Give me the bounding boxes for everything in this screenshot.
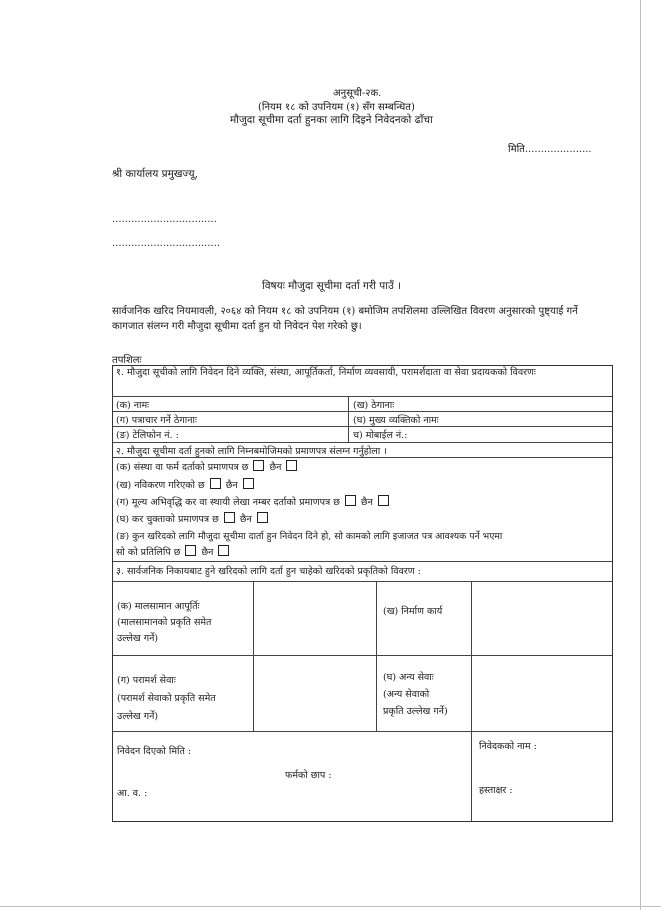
no-checkbox[interactable] [378,495,389,506]
no-checkbox[interactable] [243,478,254,489]
yes-checkbox[interactable] [345,495,356,506]
address-line-2: .................................. [112,238,221,249]
section2-heading: २. मौजुदा सूचीमा दर्ता हुनको लागि निम्नबमोजिमको प्रमाणपत्र संलग्न गर्नुहोला । [116,446,387,457]
certificate-item-label: (ख) नविकरण गरिएको छ [116,480,205,491]
no-label: छैन [360,497,373,508]
salutation: श्री कार्यालय प्रमुखज्यू, [112,168,198,180]
no-checkbox[interactable] [286,460,297,471]
consulting-label-line: (परामर्श सेवाको प्रकृति समेत [117,693,216,704]
goods-label-line: उल्लेख गर्ने) [117,633,159,644]
postal-address-field[interactable]: (ग) पत्राचार गर्ने ठेगानाः [116,415,197,426]
no-label: छैन [225,480,238,491]
no-label: छैन [201,547,214,558]
no-checkbox[interactable] [218,545,229,556]
divider [113,655,612,656]
yes-checkbox[interactable] [210,478,221,489]
goods-supply-label [117,599,211,647]
certificate-item [116,495,391,508]
details-form-table [112,365,613,822]
divider [471,581,472,821]
divider [113,396,612,397]
applicant-name-field[interactable]: निवेदकको नाम : [479,741,537,752]
license-item-label: सो को प्रतिलिपि छ [116,547,181,558]
form-title: मौजुदा सूचीमा दर्ता हुनका लागि दिइने निवेदनको ढाँचा [230,114,433,126]
section3-heading: ३. सार्वजनिक निकायबाट हुने खरिदको लागि दर्ता हुन चाहेको खरिदको प्रकृतिको विवरण : [116,566,421,577]
certificate-item [116,512,270,525]
divider [348,396,349,442]
mobile-field[interactable]: च) मोबाईल नं.: [353,430,408,441]
other-label-line: (घ) अन्य सेवाः [383,672,434,683]
certificate-item [116,460,299,473]
other-services-label [383,669,448,720]
yes-checkbox[interactable] [253,460,264,471]
consulting-label-line: उल्लेख गर्ने) [117,711,159,722]
section1-heading: १. मौजुदा सूचीको लागि निवेदन दिने व्यक्ति, संस्था, आपूर्तिकर्ता, निर्माण व्यवसायी, परामर्शदाता वा सेवा प्रदायकको विवरणः [116,367,536,378]
other-label-line: प्रकृति उल्लेख गर्ने) [383,706,448,717]
yes-checkbox[interactable] [185,545,196,556]
certificate-item-label: (घ) कर चुक्ताको प्रमाणपत्र छ [116,514,219,525]
no-label: छैन [269,462,282,473]
license-item-line2 [116,545,231,558]
consulting-label-line: (ग) परामर्श सेवाः [117,675,176,686]
scan-edge-line [0,906,661,907]
certificate-item-label: (ग) मूल्य अभिवृद्धि कर वा स्थायी लेखा नम्बर दर्ताको प्रमाणपत्र छ [116,497,340,508]
name-field[interactable]: (क) नामः [116,400,150,411]
address-line-1: ................................. [112,214,217,225]
divider [113,426,612,427]
license-item-line1: (ङ) कुन खरिदको लागि मौजुदा सूचीमा दार्ता हुन निवेदन दिने हो, सो कामको लागि इजाजत पत्र आवश्यक पर्ने भएमा [116,531,503,542]
divider [253,581,254,731]
construction-label: (ख) निर्माण कार्य [383,606,443,617]
divider [376,581,377,731]
divider [113,457,612,458]
key-person-field[interactable]: (घ) मुख्य व्यक्तिको नामः [353,415,439,426]
telephone-field[interactable]: (ङ) टेलिफोन नं. : [116,430,179,441]
yes-checkbox[interactable] [224,512,235,523]
subject-line: विषयः मौजुदा सूचीमा दर्ता गरी पाउँ । [262,280,402,292]
divider [113,411,612,412]
fiscal-year-field[interactable]: आ. व. : [117,788,148,799]
body-paragraph: सार्वजनिक खरिद नियमावली, २०६४ को नियम १८ को उपनियम (१) बमोजिम तपशिलमा उल्लिखित विवरण अनुसारको पुष्ट्याई गर्ने कागजात संलग्न गरी मौजुदा सूचीमा दर्ता हुन यो निवेदन पेश गरेको छु। [112,306,578,332]
certificate-item-label: (क) संस्था वा फर्म दर्ताको प्रमाणपत्र छ [116,462,249,473]
schedule-number: अनुसूची-२क. [333,88,382,99]
no-label: छैन [239,514,252,525]
divider [113,442,612,443]
rule-reference: (नियम १८ को उपनियम (१) सँग सम्बन्धित) [258,102,415,113]
no-checkbox[interactable] [257,512,268,523]
divider [113,731,612,732]
scan-edge-line [640,0,641,910]
goods-label-line: (मालसामानको प्रकृति समेत [117,617,212,628]
consulting-label [117,672,216,726]
date-field: मिति..................... [508,144,592,155]
address-field[interactable]: (ख) ठेगानाः [353,400,395,411]
signature-field: हस्ताक्षर : [479,785,513,796]
application-date-field[interactable]: निवेदन दिएको मिति : [117,746,192,757]
divider [113,581,612,582]
certificate-item [116,478,256,491]
firm-stamp-field: फर्मको छाप : [285,770,332,781]
divider [113,561,612,562]
details-label: तपशिलः [112,355,142,366]
goods-label-line: (क) मालसामान आपूर्तिः [117,601,200,612]
other-label-line: (अन्य सेवाको [383,689,430,700]
